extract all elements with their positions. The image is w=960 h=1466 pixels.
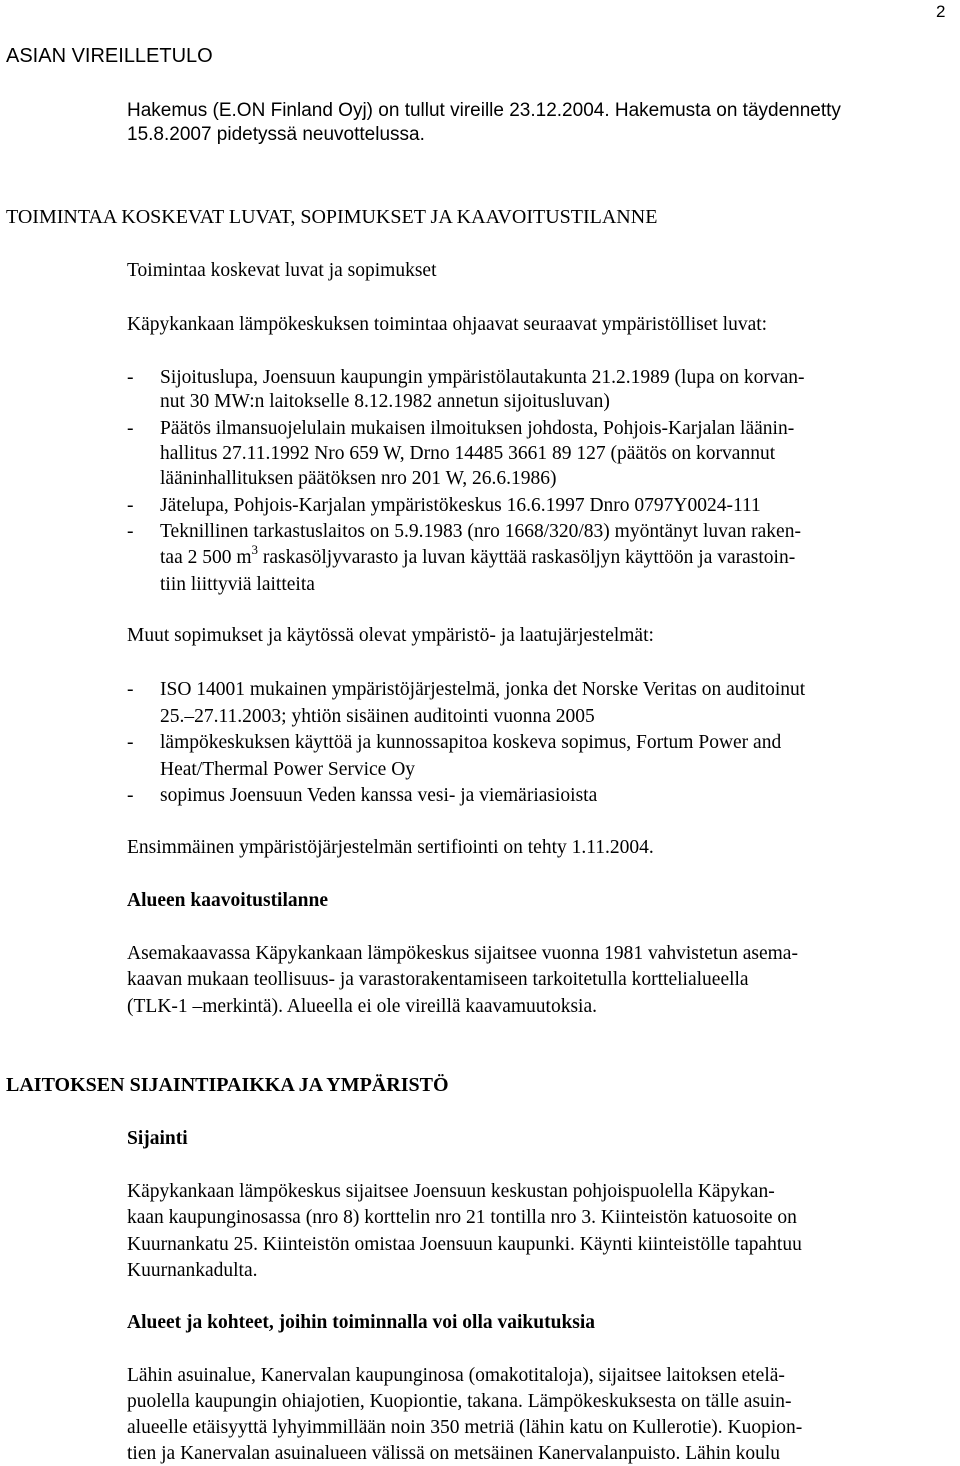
permit-line: Sijoituslupa, Joensuun kaupungin ympäristölautakunta 21.2.1989 (lupa on korvan- [160, 367, 805, 388]
permit-line: hallitus 27.11.1992 Nro 659 W, Drno 14485 3661 89 127 (päätös on korvannut [160, 443, 776, 464]
permits-intro: Käpykankaan lämpökeskuksen toimintaa ohjaavat seuraavat ympäristölliset luvat: [127, 314, 768, 335]
section-heading-luvat: TOIMINTAA KOSKEVAT LUVAT, SOPIMUKSET JA KAAVOITUSTILANNE [6, 206, 658, 228]
section-heading-sijaintipaikka: LAITOKSEN SIJAINTIPAIKKA JA YMPÄRISTÖ [6, 1074, 449, 1096]
list-dash: - [127, 679, 134, 700]
superscript-3: 3 [251, 542, 259, 557]
permit-line: raskasöljyvarasto ja luvan käyttää raskasöljyn käyttöön ja varastoin- [262, 547, 796, 568]
permit-line: Jätelupa, Pohjois-Karjalan ympäristökeskus 16.6.1997 Dnro 0797Y0024-111 [160, 495, 761, 516]
permit-line: Päätös ilmansuojelulain mukaisen ilmoituksen johdosta, Pohjois-Karjalan läänin- [160, 418, 795, 439]
agreement-line: 25.–27.11.2003; yhtiön sisäinen auditointi vuonna 2005 [160, 706, 595, 727]
zoning-line: (TLK-1 –merkintä). Alueella ei ole vireillä kaavamuutoksia. [127, 996, 597, 1017]
zoning-line: kaavan mukaan teollisuus- ja varastorakentamiseen tarkoitetulla korttelialueella [127, 969, 749, 990]
permit-line-with-unit [160, 542, 796, 568]
location-line: Kuurnankadulta. [127, 1260, 258, 1281]
list-dash: - [127, 495, 134, 516]
location-line: Käpykankaan lämpökeskus sijaitsee Joensuun keskustan pohjoispuolella Käpykan- [127, 1181, 775, 1202]
agreement-line: sopimus Joensuun Veden kanssa vesi- ja viemäriasioista [160, 785, 598, 806]
agreement-line: ISO 14001 mukainen ympäristöjärjestelmä, jonka det Norske Veritas on auditoinut [160, 679, 806, 700]
permit-line: taa 2 500 m [160, 547, 252, 568]
permit-line: tiin liittyviä laitteita [160, 574, 315, 595]
application-text-line: 15.8.2007 pidetyssä neuvottelussa. [127, 124, 425, 145]
other-agreements-intro: Muut sopimukset ja käytössä olevat ympäristö- ja laatujärjestelmät: [127, 625, 654, 646]
affected-line: puolella kaupungin ohiajotien, Kuopiontie, takana. Lämpökeskuksesta on tälle asuin- [127, 1391, 792, 1412]
agreement-line: lämpökeskuksen käyttöä ja kunnossapitoa koskeva sopimus, Fortum Power and [160, 732, 782, 753]
application-text-line: Hakemus (E.ON Finland Oyj) on tullut vireille 23.12.2004. Hakemusta on täydennetty [127, 100, 841, 121]
list-dash: - [127, 521, 134, 542]
permit-line: lääninhallituksen päätöksen nro 201 W, 26.6.1986) [160, 468, 557, 489]
subheading-sijainti: Sijainti [127, 1128, 188, 1149]
location-line: kaan kaupunginosassa (nro 8) korttelin nro 21 tontilla nro 3. Kiinteistön katuosoite on [127, 1207, 797, 1228]
affected-line: Lähin asuinalue, Kanervalan kaupunginosa (omakotitaloja), sijaitsee laitoksen etelä- [127, 1365, 785, 1386]
list-dash: - [127, 785, 134, 806]
list-dash: - [127, 418, 134, 439]
affected-line: alueelle etäisyyttä lyhyimmillään noin 350 metriä (lähin katu on Kullerotie). Kuopion- [127, 1417, 803, 1438]
subheading-kaavoitus: Alueen kaavoitustilanne [127, 890, 328, 911]
affected-line: tien ja Kanervalan asuinalueen välissä on metsäinen Kanervalanpuisto. Lähin koulu [127, 1443, 781, 1464]
subheading-luvat-sopimukset: Toimintaa koskevat luvat ja sopimukset [127, 260, 437, 281]
agreement-line: Heat/Thermal Power Service Oy [160, 759, 416, 780]
page-number: 2 [936, 2, 946, 21]
permit-line: nut 30 MW:n laitokselle 8.12.1982 annetun sijoitusluvan) [160, 391, 610, 412]
permit-line: Teknillinen tarkastuslaitos on 5.9.1983 (nro 1668/320/83) myöntänyt luvan raken- [160, 521, 801, 542]
subheading-vaikutusalueet: Alueet ja kohteet, joihin toiminnalla voi olla vaikutuksia [127, 1312, 596, 1333]
list-dash: - [127, 732, 134, 753]
section-heading-vireilletulo: ASIAN VIREILLETULO [6, 45, 213, 67]
list-dash: - [127, 367, 134, 388]
location-line: Kuurnankatu 25. Kiinteistön omistaa Joensuun kaupunki. Käynti kiinteistölle tapahtuu [127, 1234, 802, 1255]
certification-text: Ensimmäinen ympäristöjärjestelmän sertifiointi on tehty 1.11.2004. [127, 837, 654, 858]
zoning-line: Asemakaavassa Käpykankaan lämpökeskus sijaitsee vuonna 1981 vahvistetun asema- [127, 943, 798, 964]
